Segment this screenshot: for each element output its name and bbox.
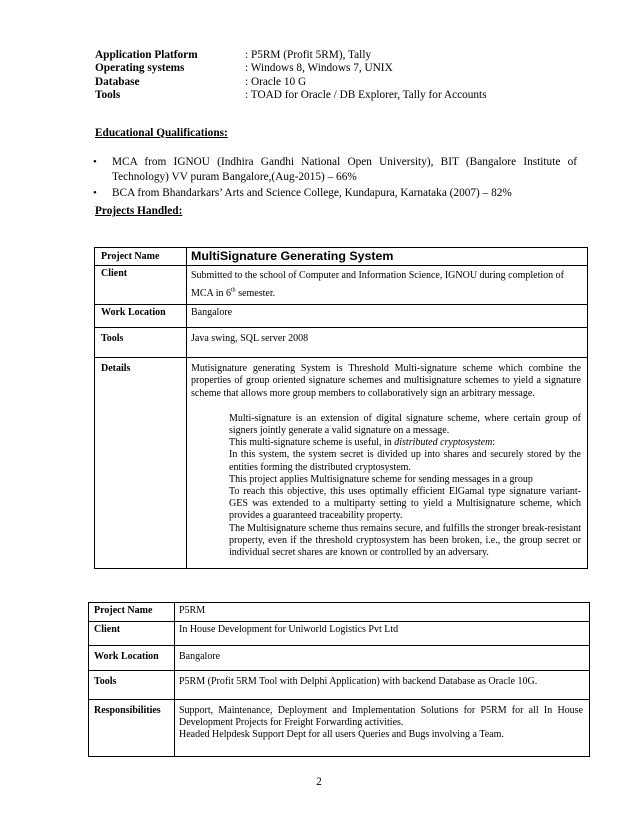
list-item xyxy=(191,413,581,437)
table-row xyxy=(95,248,588,266)
bullet-icon xyxy=(191,474,229,486)
skill-row xyxy=(95,49,575,62)
list-item xyxy=(191,486,581,523)
bullet-icon xyxy=(191,523,229,560)
skill-row xyxy=(95,89,575,102)
table-row xyxy=(95,328,588,358)
client-label: Client xyxy=(89,622,175,646)
list-item xyxy=(191,523,581,560)
page-number: 2 xyxy=(316,776,322,788)
skill-value: : P5RM (Profit 5RM), Tally xyxy=(245,49,372,61)
list-item xyxy=(93,186,577,201)
table-row xyxy=(89,603,590,622)
education-list xyxy=(93,155,577,203)
bullet-icon xyxy=(191,413,229,437)
project-name-label: Project Name xyxy=(95,248,187,266)
detail-point-end: : xyxy=(492,437,496,449)
skill-value: : Windows 8, Windows 7, UNIX xyxy=(245,62,393,75)
detail-point-italic: distributed cryptosystem xyxy=(394,437,493,449)
project-name: P5RM xyxy=(175,603,590,622)
client-value xyxy=(187,266,588,305)
bullet-icon: • xyxy=(93,187,97,199)
client-sup: th xyxy=(231,287,236,294)
bullet-icon xyxy=(191,437,229,449)
responsibilities-value xyxy=(175,700,590,757)
detail-point: The Multisignature scheme thus remains secure, and fulfills the stronger break-resistant property, even if the threshold cryptosystem has been broken, i.e., the group secret or individual secret shares are known or controlled by an adversary. xyxy=(229,522,581,559)
skill-key: Operating systems xyxy=(95,62,185,75)
table-row xyxy=(89,700,590,757)
skill-row xyxy=(95,62,575,75)
bullet-icon xyxy=(191,486,229,523)
responsibility-line: Support, Maintenance, Deployment and Implementation Solutions for P5RM for all In House Development Projects for Freight Forwarding activities. xyxy=(179,705,583,729)
skill-value: : Oracle 10 G xyxy=(245,75,307,88)
detail-point: To reach this objective, this uses optimally efficient ElGamal type signature variant-GES was extended to a multiparty setting to yield a Multisignature scheme, which provides a guaranteed traceability property. xyxy=(229,486,581,522)
location-label: Work Location xyxy=(95,305,187,328)
list-item xyxy=(93,155,577,184)
education-heading: Educational Qualifications: xyxy=(95,127,228,139)
skill-row xyxy=(95,76,575,89)
project-name-label: Project Name xyxy=(89,603,175,622)
table-row xyxy=(89,671,590,700)
table-row xyxy=(95,358,588,569)
detail-point-text: This multi-signature scheme is useful, in xyxy=(229,437,395,449)
client-text-end: semester. xyxy=(235,288,276,300)
tools-label: Tools xyxy=(89,671,175,700)
project-name-cell xyxy=(187,248,588,266)
table-row xyxy=(95,266,588,305)
skill-key: Application Platform xyxy=(95,49,198,61)
client-value: In House Development for Uniworld Logistics Pvt Ltd xyxy=(175,622,590,646)
skill-key: Tools xyxy=(95,88,121,101)
details-label: Details xyxy=(95,358,187,569)
projects-heading: Projects Handled: xyxy=(95,205,183,217)
detail-point: In this system, the system secret is divided up into shares and securely stored by the entities forming the distributed cryptosystem. xyxy=(229,449,581,473)
details-value xyxy=(187,358,588,569)
tools-value: P5RM (Profit 5RM Tool with Delphi Application) with backend Database as Oracle 10G. xyxy=(175,671,590,700)
detail-point: This project applies Multisignature scheme for sending messages in a group xyxy=(229,473,533,485)
project-table-2 xyxy=(88,602,590,757)
skill-key: Database xyxy=(95,75,140,88)
education-item: MCA from IGNOU (Indhira Gandhi National Open University), BIT (Bangalore Institute of Technology) VV puram Bangalore,(Aug-2015) – 66% xyxy=(112,156,577,183)
skill-value: : TOAD for Oracle / DB Explorer, Tally for Accounts xyxy=(245,88,487,101)
project-name: MultiSignature Generating System xyxy=(191,249,394,263)
client-label: Client xyxy=(95,266,187,305)
responsibilities-label: Responsibilities xyxy=(89,700,175,757)
list-item xyxy=(191,474,581,486)
tools-label: Tools xyxy=(95,328,187,358)
details-intro: Mutisignature generating System is Threshold Multi-signature scheme which combine the properties of group oriented signature schemes and multisignature schemes to yield a signature scheme that allows more group members to collaboratively sign an arbitrary message. xyxy=(191,363,581,399)
project-table-1 xyxy=(94,247,588,569)
detail-point: Multi-signature is an extension of digital signature scheme, where certain group of signers jointly generate a valid signature on a message. xyxy=(229,412,581,437)
list-item xyxy=(191,449,581,473)
skills-block xyxy=(95,49,575,102)
bullet-icon xyxy=(191,449,229,473)
table-row xyxy=(89,622,590,646)
list-item xyxy=(191,437,581,449)
education-item: BCA from Bhandarkars’ Arts and Science College, Kundapura, Karnataka (2007) – 82% xyxy=(112,187,512,199)
client-text: Submitted to the school of Computer and Information Science, IGNOU during completion of MCA in 6 xyxy=(191,270,564,300)
tools-value: Java swing, SQL server 2008 xyxy=(187,328,588,358)
location-value: Bangalore xyxy=(175,646,590,671)
detail-point xyxy=(229,437,581,449)
table-row xyxy=(95,305,588,328)
details-points xyxy=(191,413,581,559)
bullet-icon: • xyxy=(93,156,97,168)
responsibility-line: Headed Helpdesk Support Dept for all users Queries and Bugs involving a Team. xyxy=(179,729,504,741)
location-label: Work Location xyxy=(89,646,175,671)
table-row xyxy=(89,646,590,671)
location-value: Bangalore xyxy=(187,305,588,328)
